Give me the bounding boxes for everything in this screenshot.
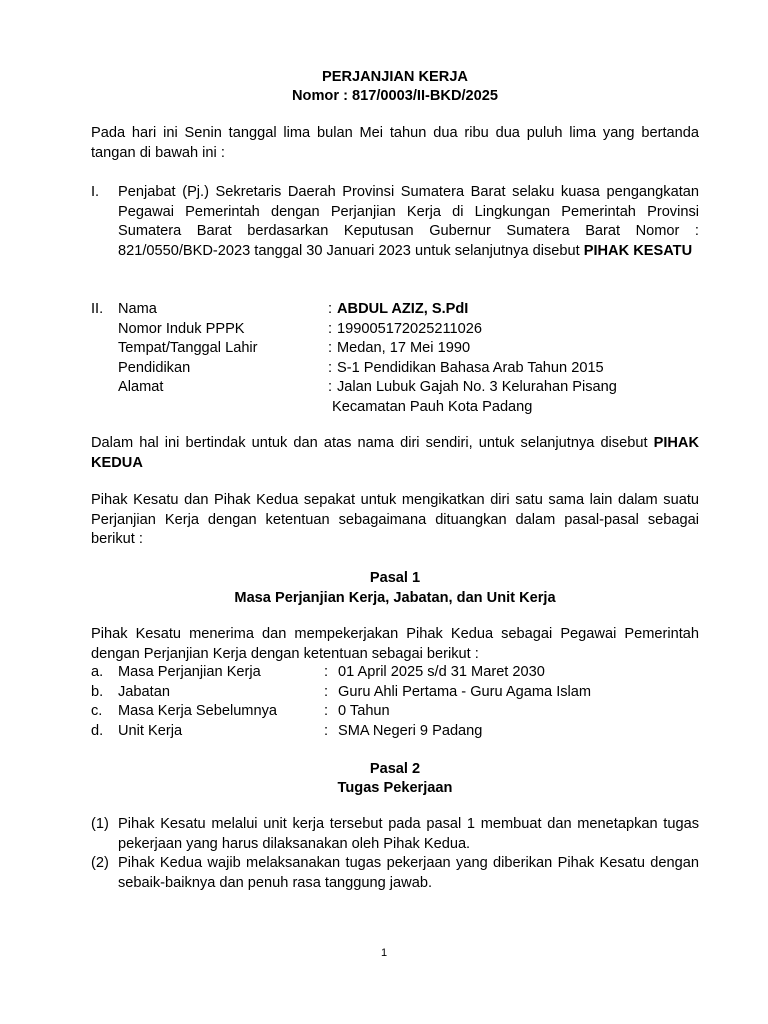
item-letter: b. [91,683,104,700]
item-letter: a. [91,664,104,680]
pasal-2-heading: Pasal 2 [369,761,421,777]
party-two-row [91,339,699,359]
page-number: 1 [380,947,388,959]
item-letter: c. [91,703,103,719]
row-value: S-1 Pendidikan Bahasa Arab Tahun 2015 [337,359,604,376]
item-colon: : [324,722,329,739]
item-value: 01 April 2025 s/d 31 Maret 2030 [338,664,545,680]
row-label: Tempat/Tanggal Lahir [118,340,258,356]
item-text: Pihak Kesatu melalui unit kerja tersebut pada pasal 1 membuat dan menetapkan tugas pekerjaan yang harus dilaksanakan oleh Pihak Kedua. [118,816,699,852]
row-label: Pendidikan [118,359,191,376]
row-colon: : [328,379,333,395]
party-two-row [91,359,699,379]
address-continuation: Kecamatan Pauh Kota Padang [332,398,533,415]
row-label: Nomor Induk PPPK [118,320,245,337]
pasal-1-subheading: Masa Perjanjian Kerja, Jabatan, dan Unit Kerja [234,590,556,606]
pasal-1-heading: Pasal 1 [369,570,421,586]
item-colon: : [324,664,329,680]
item-number: (2) [91,855,109,871]
party-two-row [91,378,699,398]
party-two-row [91,300,699,320]
item-number: (1) [91,816,109,832]
row-colon: : [328,320,333,337]
pihak-kesatu-label: PIHAK KESATU [583,242,693,259]
item-label: Unit Kerja [118,722,183,739]
item-label: Masa Perjanjian Kerja [118,664,261,680]
acting-paragraph [91,434,699,473]
party-one-description: Penjabat (Pj.) Sekretaris Daerah Provinsi Sumatera Barat selaku kuasa pengangkatan Pegawai Pemerintah dengan Perjanjian Kerja di Lingkungan Pemerintah Provinsi Sumatera Barat berdasarkan Keputusan Gubernur Sumatera Barat Nomor : 821/0550/BKD-2023 tanggal 30 Januari 2023 untuk selanjutnya disebut [118,184,699,259]
row-value: Medan, 17 Mei 1990 [337,340,471,356]
item-label: Jabatan [118,683,170,700]
pasal-1-item [91,722,699,742]
pasal-1-item [91,683,699,703]
item-colon: : [324,683,329,700]
pasal-2-subheading: Tugas Pekerjaan [337,780,453,796]
row-colon: : [328,340,333,356]
row-colon: : [328,301,333,317]
item-text: Pihak Kedua wajib melaksanakan tugas pekerjaan yang diberikan Pihak Kesatu dengan sebaik-baiknya dan penuh rasa tanggung jawab. [118,855,699,891]
item-value: SMA Negeri 9 Padang [338,722,483,739]
party-one-text [118,183,699,261]
item-colon: : [324,703,329,719]
pihak-kedua-label: PIHAK KEDUA [91,435,699,471]
row-value: 199005172025211026 [337,320,483,337]
acting-text: Dalam hal ini bertindak untuk dan atas nama diri sendiri, untuk selanjutnya disebut [91,435,654,451]
party-one-number: I. [91,184,100,200]
party-two-row [91,320,699,340]
row-label: Nama [118,301,157,317]
item-value: Guru Ahli Pertama - Guru Agama Islam [338,683,592,700]
opening-paragraph: Pada hari ini Senin tanggal lima bulan Mei tahun dua ribu dua puluh lima yang bertanda tangan di bawah ini : [91,125,699,161]
row-colon: : [328,359,333,376]
row-value: Jalan Lubuk Gajah No. 3 Kelurahan Pisang [337,379,617,395]
item-label: Masa Kerja Sebelumnya [118,703,277,719]
item-letter: d. [91,722,104,739]
pasal-1-item [91,663,699,683]
pasal-1-item [91,702,699,722]
agreement-paragraph: Pihak Kesatu dan Pihak Kedua sepakat untuk mengikatkan diri satu sama lain dalam suatu Perjanjian Kerja dengan ketentuan sebagaimana dituangkan dalam pasal-pasal sebagai berikut : [91,492,699,547]
employee-name: ABDUL AZIZ, S.PdI [337,301,469,317]
document-title: PERJANJIAN KERJA [322,69,468,85]
party-two-number: II. [91,301,104,317]
pasal-1-intro: Pihak Kesatu menerima dan mempekerjakan Pihak Kedua sebagai Pegawai Pemerintah dengan Perjanjian Kerja dengan ketentuan sebagai berikut : [91,626,699,662]
document-number: Nomor : 817/0003/II-BKD/2025 [291,88,499,104]
item-value: 0 Tahun [338,703,390,719]
row-label: Alamat [118,379,164,395]
address-continuation-row [91,398,699,418]
